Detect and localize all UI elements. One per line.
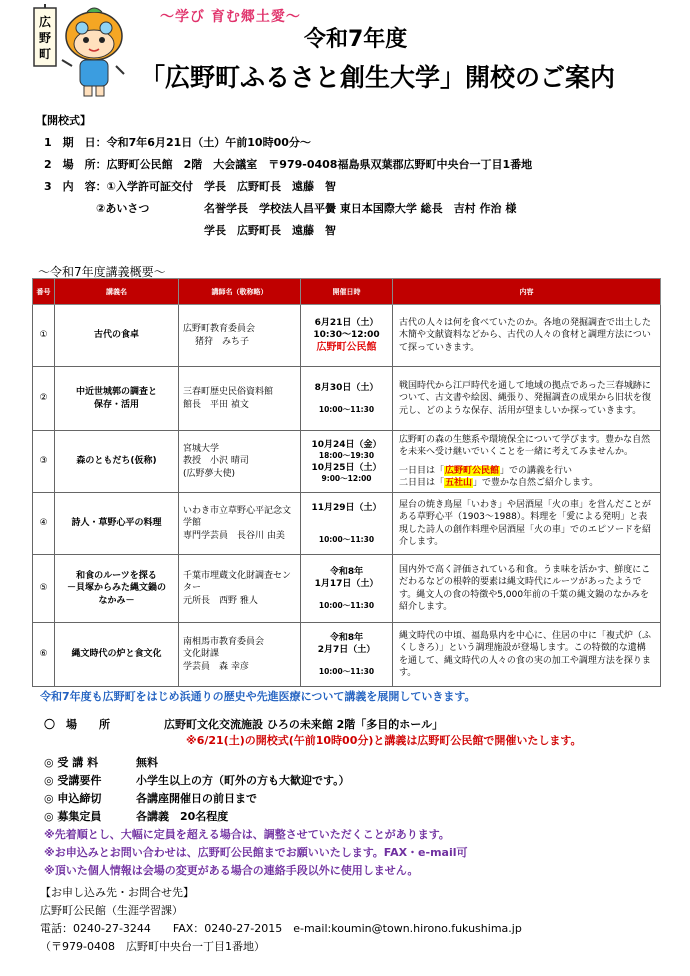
day1-suffix: 」での講義を行い bbox=[500, 465, 573, 476]
instructor bbox=[179, 431, 301, 493]
col-lecture-name: 講義名 bbox=[55, 279, 179, 305]
lecture-name: 詩人・草野心平の料理 bbox=[55, 493, 179, 555]
lecture-name bbox=[55, 555, 179, 623]
lecture-datetime bbox=[301, 367, 393, 431]
instructor bbox=[179, 493, 301, 555]
lecture-time-day1: 18:00～19:30 bbox=[318, 451, 375, 461]
lecture-datetime bbox=[301, 493, 393, 555]
lecture-description: 戦国時代から江戸時代を通して地域の拠点であった三春城跡について、古文書や絵図、縄張り、発掘調査の成果から旧状を復元し、どのような保存、活用が望ましいか探っていきます。 bbox=[393, 367, 661, 431]
lecture-year: 令和8年 bbox=[329, 567, 364, 578]
table-row bbox=[33, 367, 661, 431]
lecture-time: 10:00～11:30 bbox=[318, 666, 375, 676]
svg-text:町: 町 bbox=[38, 47, 52, 61]
row-number: ④ bbox=[33, 493, 55, 555]
table-row bbox=[33, 305, 661, 367]
table-header-row bbox=[33, 279, 661, 305]
col-number: 番号 bbox=[33, 279, 55, 305]
venue-value: 広野町文化交流施設 ひろの未来館 2階「多目的ホール」 bbox=[164, 718, 444, 731]
instructor-org: 南相馬市教育委員会 bbox=[183, 637, 265, 648]
ceremony-heading: 【開校式】 bbox=[36, 114, 91, 127]
note-application: ※お申込みとお問い合わせは、広野町公民館までお願いいたします。FAX・e-mail可 bbox=[44, 846, 468, 859]
lecture-name bbox=[55, 367, 179, 431]
ceremony-date-label: 1 期 日： bbox=[44, 136, 107, 149]
main-title: 「広野町ふるさと創生大学」開校のご案内 bbox=[140, 63, 616, 92]
day1-prefix: 一日目は「 bbox=[399, 465, 445, 476]
contact-phone-email: 電話：0240-27-3244 FAX：0240-27-2015 e-mail:koumin@town.hirono.fukushima.jp bbox=[40, 922, 522, 935]
lecture-datetime bbox=[301, 431, 393, 493]
fee-label: ◎ 受 講 料 bbox=[44, 756, 99, 769]
svg-text:野: 野 bbox=[38, 31, 52, 45]
lecture-name-line2: －貝塚からみた縄文鍋の bbox=[66, 583, 166, 594]
venue-note: ※6/21(土)の開校式(午前10時00分)と講義は広野町公民館で開催いたします。 bbox=[186, 734, 582, 747]
ceremony-item2-b: 学長 広野町長 遠藤 智 bbox=[204, 224, 336, 237]
lecture-datetime bbox=[301, 623, 393, 687]
instructor-name: 専門学芸員 長谷川 由美 bbox=[183, 530, 285, 541]
ceremony-item1: ①入学許可証交付 学長 広野町長 遠藤 智 bbox=[106, 180, 336, 193]
deadline-label: ◎ 申込締切 bbox=[44, 792, 102, 805]
lecture-datetime bbox=[301, 305, 393, 367]
lecture-description: 国内外で高く評価されている和食。うま味を活かす、鮮度にこだわるなどの根幹的要素は縄文時代にルーツがあったようです。縄文人の食の特徴や5,000年前の千葉の縄文鍋のなかみを紹介します。 bbox=[393, 555, 661, 623]
lecture-name: 森のともだち(仮称) bbox=[55, 431, 179, 493]
fee-value: 無料 bbox=[136, 756, 158, 769]
lecture-description: 屋台の焼き鳥屋「いわき」や居酒屋「火の車」を営んだことがある草野心平（1903～1988）。料理を「愛による発明」と表現した詩人の創作料理や居酒屋「火の車」でのエピソードを紹介します。 bbox=[393, 493, 661, 555]
lecture-name: 縄文時代の炉と食文化 bbox=[55, 623, 179, 687]
instructor bbox=[179, 305, 301, 367]
instructor-org: 千葉市埋蔵文化財調査センター bbox=[183, 571, 292, 594]
lecture-date-day1: 10月24日（金） bbox=[311, 440, 382, 451]
mascot-illustration bbox=[32, 4, 132, 104]
ceremony-item2-a: 名誉学長 学校法人昌平黌 東日本国際大学 総長 吉村 作治 様 bbox=[204, 202, 517, 215]
lecture-date-day2: 10月25日（土） bbox=[311, 462, 382, 473]
table-row bbox=[33, 493, 661, 555]
ceremony-content bbox=[44, 178, 336, 194]
day2-prefix: 二日目は「 bbox=[399, 477, 445, 488]
col-datetime: 開催日時 bbox=[301, 279, 393, 305]
note-first-come: ※先着順とし、大幅に定員を超える場合は、調整させていただくことがあります。 bbox=[44, 828, 450, 841]
lecture-name-line3: なかみ－ bbox=[98, 595, 135, 606]
row-number: ② bbox=[33, 367, 55, 431]
table-row bbox=[33, 431, 661, 493]
capacity-label: ◎ 募集定員 bbox=[44, 810, 102, 823]
ceremony-item2-label: ②あいさつ bbox=[96, 202, 150, 215]
table-row bbox=[33, 555, 661, 623]
lecture-description-text: 広野町の森の生態系や環境保全について学びます。豊かな自然を未来へ受け継いでいくことを一緒に考えてみませんか。 bbox=[399, 435, 651, 458]
instructor bbox=[179, 367, 301, 431]
lecture-venue: 広野町公民館 bbox=[316, 341, 377, 353]
contact-org: 広野町公民館（生涯学習課） bbox=[40, 904, 183, 917]
lecture-description bbox=[393, 431, 661, 493]
instructor-name: 学芸員 森 幸彦 bbox=[183, 661, 249, 672]
lecture-date: 6月21日（土） bbox=[314, 317, 379, 328]
instructor-org: 宮城大学 bbox=[183, 444, 220, 455]
note-privacy: ※頂いた個人情報は会場の変更がある場合の連絡手段以外に使用しません。 bbox=[44, 864, 419, 877]
ceremony-date-value: 令和7年6月21日（土）午前10時00分～ bbox=[106, 136, 311, 149]
contact-section bbox=[40, 884, 522, 956]
tagline: ～学び 育む郷土愛～ bbox=[160, 9, 301, 25]
contact-heading: 【お申し込み先・お問合せ先】 bbox=[40, 886, 194, 899]
lecture-date: 1月17日（土） bbox=[314, 579, 379, 590]
row-number: ⑤ bbox=[33, 555, 55, 623]
row-number: ① bbox=[33, 305, 55, 367]
ceremony-date bbox=[44, 134, 311, 150]
lecture-name-line1: 中近世城郭の調査と bbox=[75, 387, 157, 398]
lecture-time-day2: 9:00～12:00 bbox=[321, 473, 372, 483]
instructor-org: 広野町教育委員会 bbox=[183, 324, 256, 335]
day2-place: 五社山 bbox=[445, 477, 473, 488]
instructor-name: 猪狩 みち子 bbox=[195, 336, 250, 347]
col-content: 内容 bbox=[393, 279, 661, 305]
table-row bbox=[33, 623, 661, 687]
lecture-name-line2: 保存・活用 bbox=[93, 399, 139, 410]
lecture-time: 10:00～11:30 bbox=[318, 404, 375, 414]
instructor bbox=[179, 555, 301, 623]
lectures-heading: ～令和7年度講義概要～ bbox=[38, 265, 166, 279]
venue-label: 〇 場 所 bbox=[44, 718, 110, 731]
col-instructor: 講師名（敬称略） bbox=[179, 279, 301, 305]
lecture-time: 10:30～12:00 bbox=[313, 329, 380, 340]
lecture-name-line1: 和食のルーツを探る bbox=[76, 571, 157, 582]
ceremony-place-label: 2 場 所： bbox=[44, 158, 107, 171]
lecture-date: 2月7日（土） bbox=[317, 645, 376, 656]
day2-suffix: 」で豊かな自然ご紹介します。 bbox=[473, 477, 599, 488]
day1-place: 広野町公民館 bbox=[445, 465, 500, 476]
lecture-description: 縄文時代の中頃、福島県内を中心に、住居の中に「複式炉（ふくしきろ）」という調理施設が登場します。この特徴的な遺構を通して、縄文時代の人々の食の実の加工や調理方法を探ります。 bbox=[393, 623, 661, 687]
row-number: ③ bbox=[33, 431, 55, 493]
lecture-datetime bbox=[301, 555, 393, 623]
lecture-year: 令和8年 bbox=[329, 633, 364, 644]
requirement-label: ◎ 受講要件 bbox=[44, 774, 102, 787]
instructor-name: 館長 平田 禎文 bbox=[183, 399, 249, 410]
year-title: 令和7年度 bbox=[304, 27, 408, 52]
capacity-value: 各講義 20名程度 bbox=[136, 810, 229, 823]
instructor bbox=[179, 623, 301, 687]
lecture-time: 10:00～11:30 bbox=[318, 534, 375, 544]
requirement-value: 小学生以上の方（町外の方も大歓迎です。） bbox=[136, 774, 350, 787]
instructor-name: 元所長 西野 雅人 bbox=[183, 595, 258, 606]
lecture-date: 8月30日（土） bbox=[314, 383, 379, 394]
svg-text:広: 広 bbox=[38, 15, 52, 29]
instructor-org: いわき市立草野心平記念文学館 bbox=[183, 506, 292, 529]
contact-address: （〒979-0408 広野町中央台一丁目1番地） bbox=[40, 940, 265, 953]
ceremony-place-value: 広野町公民館 2階 大会議室 〒979-0408福島県双葉郡広野町中央台一丁目1番地 bbox=[106, 158, 533, 171]
deadline-value: 各講座開催日の前日まで bbox=[136, 792, 257, 805]
lecture-time: 10:00～11:30 bbox=[318, 600, 375, 610]
lecture-date: 11月29日（土） bbox=[311, 503, 382, 514]
lecture-name: 古代の食卓 bbox=[55, 305, 179, 367]
instructor-name: 教授 小沢 晴司 bbox=[183, 456, 249, 467]
instructor-org: 三春町歴史民俗資料館 bbox=[183, 387, 274, 398]
lecture-table bbox=[32, 278, 661, 687]
row-number: ⑥ bbox=[33, 623, 55, 687]
instructor-dept: 文化財課 bbox=[183, 649, 220, 660]
ceremony-content-label: 3 内 容： bbox=[44, 180, 107, 193]
ceremony-place bbox=[44, 156, 532, 172]
info-banner: 令和7年度も広野町をはじめ浜通りの歴史や先進医療について講義を展開していきます。 bbox=[40, 690, 476, 703]
instructor-title: (広野夢大使) bbox=[183, 468, 236, 479]
lecture-description: 古代の人々は何を食べていたのか。各地の発掘調査で出土した木簡や文献資料などから、古代の人々の食材と調理方法について探っていきます。 bbox=[393, 305, 661, 367]
